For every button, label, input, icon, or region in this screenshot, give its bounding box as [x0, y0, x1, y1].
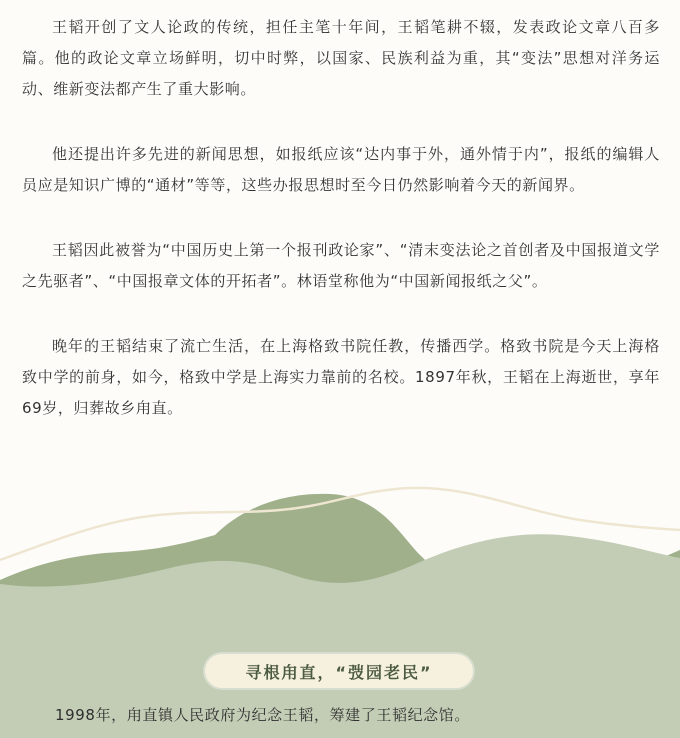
paragraph-honors: 王韬因此被誉为“中国历史上第一个报刊政论家”、“清末变法论之首创者及中国报道文学之先驱者”、“中国报章文体的开拓者”。林语堂称他为“中国新闻报纸之父”。	[22, 241, 660, 290]
paragraph-later-years: 晚年的王韬结束了流亡生活，在上海格致书院任教，传播西学。格致书院是今天上海格致中学的前身，如今，格致中学是上海实力靠前的名校。1897年秋，王韬在上海逝世，享年69岁，归葬故乡甪直。	[22, 337, 660, 417]
paragraph-editorial-tradition: 王韬开创了文人论政的传统，担任主笔十年间，王韬笔耕不辍，发表政论文章八百多篇。他的政论文章立场鲜明，切中时弊，以国家、民族利益为重，其“变法”思想对洋务运动、维新变法都产生了重大影响。	[22, 18, 660, 98]
hills-illustration	[0, 480, 680, 738]
article-body	[22, 12, 660, 458]
section-title-pill	[205, 654, 473, 688]
decorative-hills	[0, 480, 680, 738]
section-title: 寻根甪直，“弢园老民”	[245, 662, 433, 682]
section-first-line: 1998年，甪直镇人民政府为纪念王韬，筹建了王韬纪念馆。	[55, 706, 470, 724]
paragraph-journalism-ideas: 他还提出许多先进的新闻思想，如报纸应该“达内事于外，通外情于内”，报纸的编辑人员应是知识广博的“通材”等等，这些办报思想时至今日仍然影响着今天的新闻界。	[22, 145, 660, 194]
